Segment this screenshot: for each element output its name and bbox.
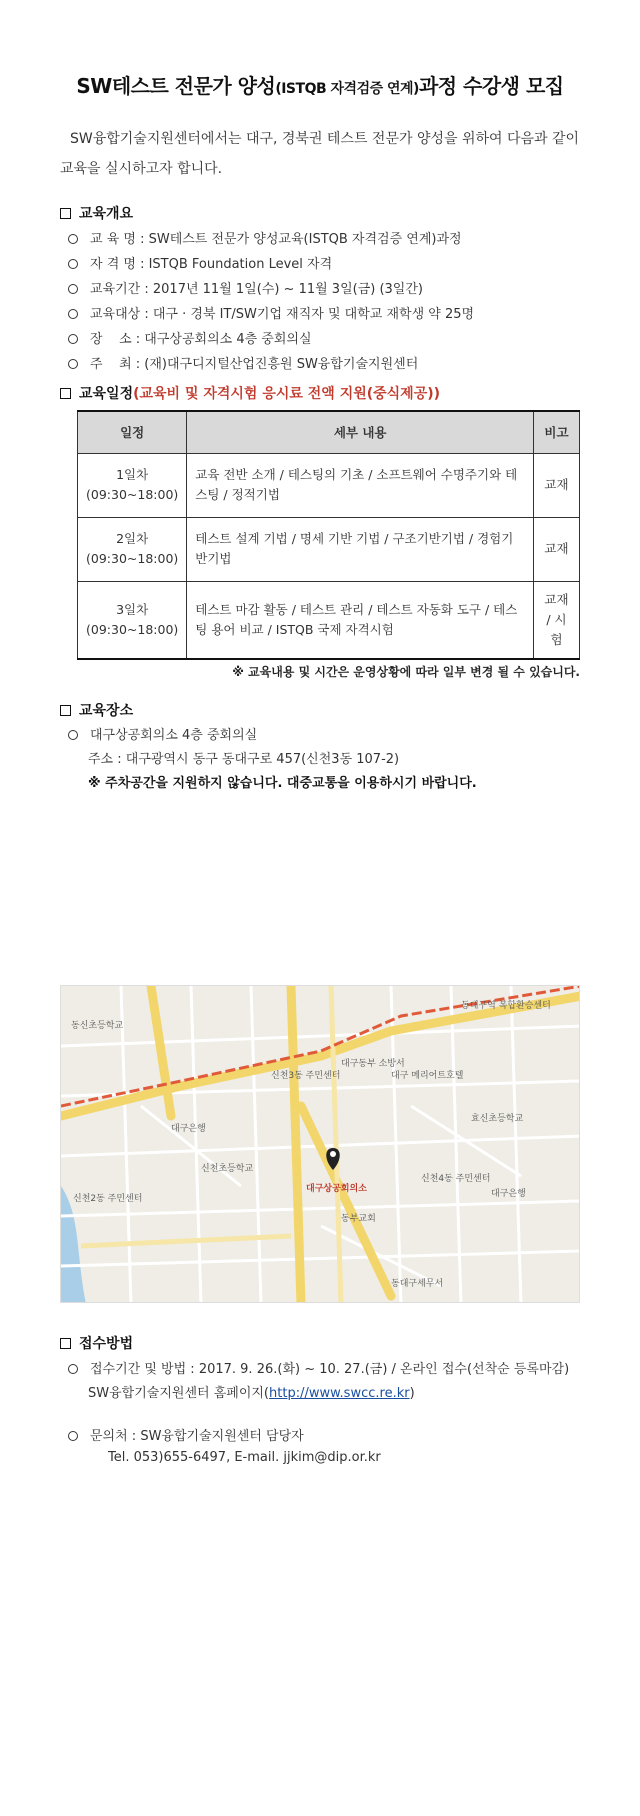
map-label: 대구상공회의소 <box>306 1184 367 1194</box>
map-label: 동대구역 복합환승센터 <box>461 1001 551 1011</box>
note-cell: 교재 / 시험 <box>534 581 580 659</box>
day-cell: 3일차 (09:30~18:00) <box>78 581 187 659</box>
circle-bullet-icon <box>68 284 78 294</box>
schedule-heading: 교육일정(교육비 및 자격시험 응시료 전액 지원(중식제공)) <box>60 383 440 403</box>
map-label: 대구 메리어트호텔 <box>391 1071 464 1081</box>
parking-note: ※ 주차공간을 지원하지 않습니다. 대중교통을 이용하시기 바랍니다. <box>88 776 477 791</box>
map-label: 신천2동 주민센터 <box>73 1194 143 1204</box>
table-row <box>78 453 580 517</box>
place-heading: 교육장소 <box>60 700 133 720</box>
table-row <box>78 581 580 659</box>
location-map[interactable] <box>60 985 580 1303</box>
overview-item: 자 격 명 : ISTQB Foundation Level 자격 <box>68 253 332 272</box>
contact-detail: Tel. 053)655-6497, E-mail. jjkim@dip.or.kr <box>108 1450 381 1465</box>
overview-item: 교 육 명 : SW테스트 전문가 양성교육(ISTQB 자격검증 연계)과정 <box>68 228 462 247</box>
homepage-link[interactable]: http://www.swcc.re.kr <box>269 1386 410 1401</box>
map-label: 동신초등학교 <box>71 1021 124 1031</box>
map-label: 효신초등학교 <box>471 1114 524 1124</box>
place-item: 대구상공회의소 4층 중회의실 <box>68 724 257 743</box>
schedule-footnote: ※ 교육내용 및 시간은 운영상황에 따라 일부 변경 될 수 있습니다. <box>232 665 580 679</box>
map-label: 신천3동 주민센터 <box>271 1071 341 1081</box>
circle-bullet-icon <box>68 334 78 344</box>
intro-text: SW융합기술지원센터에서는 대구, 경북권 테스트 전문가 양성을 위하여 다음과 같이 교육을 실시하고자 합니다. <box>60 131 580 177</box>
title-main: SW테스트 전문가 양성 <box>76 74 276 98</box>
day-cell: 2일차 (09:30~18:00) <box>78 517 187 581</box>
overview-item: 교육기간 : 2017년 11월 1일(수) ~ 11월 3일(금) (3일간) <box>68 278 423 297</box>
apply-item: 접수기간 및 방법 : 2017. 9. 26.(화) ~ 10. 27.(금) / 온라인 접수(선착순 등록마감) <box>68 1358 569 1377</box>
page-title <box>0 70 640 99</box>
checkbox-icon <box>60 705 71 716</box>
note-cell: 교재 <box>534 517 580 581</box>
table-row <box>78 517 580 581</box>
title-small: (ISTQB 자격검증 연계) <box>275 81 419 97</box>
column-header: 비고 <box>534 411 580 453</box>
map-label: 대구은행 <box>171 1124 206 1134</box>
circle-bullet-icon <box>68 1431 78 1441</box>
circle-bullet-icon <box>68 1364 78 1374</box>
checkbox-icon <box>60 388 71 399</box>
map-label: 대구은행 <box>491 1189 526 1199</box>
place-address: 주소 : 대구광역시 동구 동대구로 457(신천3동 107-2) <box>88 752 400 767</box>
overview-item: 주 최 : (재)대구디지털산업진흥원 SW융합기술지원센터 <box>68 353 418 372</box>
map-graphic <box>61 986 580 1303</box>
checkbox-icon <box>60 208 71 219</box>
content-cell: 테스트 설계 기법 / 명세 기반 기법 / 구조기반기법 / 경험기반기법 <box>187 517 534 581</box>
content-cell: 교육 전반 소개 / 테스팅의 기초 / 소프트웨어 수명주기와 테스팅 / 정적기법 <box>187 453 534 517</box>
apply-homepage: SW융합기술지원센터 홈페이지(http://www.swcc.re.kr) <box>88 1386 415 1401</box>
map-label: 신천초등학교 <box>201 1164 254 1174</box>
circle-bullet-icon <box>68 730 78 740</box>
checkbox-icon <box>60 1338 71 1349</box>
circle-bullet-icon <box>68 309 78 319</box>
circle-bullet-icon <box>68 259 78 269</box>
table-header-row <box>78 411 580 453</box>
apply-heading: 접수방법 <box>60 1333 133 1353</box>
map-label: 동부교회 <box>341 1214 376 1224</box>
overview-heading: 교육개요 <box>60 203 133 223</box>
day-cell: 1일차 (09:30~18:00) <box>78 453 187 517</box>
column-header: 세부 내용 <box>187 411 534 453</box>
map-label: 동대구세무서 <box>391 1279 444 1289</box>
schedule-table <box>77 410 580 660</box>
circle-bullet-icon <box>68 359 78 369</box>
map-label: 대구동부 소방서 <box>341 1059 405 1069</box>
overview-item: 교육대상 : 대구 · 경북 IT/SW기업 재직자 및 대학교 재학생 약 25명 <box>68 303 474 322</box>
circle-bullet-icon <box>68 234 78 244</box>
major-roads <box>61 986 580 1303</box>
note-cell: 교재 <box>534 453 580 517</box>
content-cell: 테스트 마감 활동 / 테스트 관리 / 테스트 자동화 도구 / 테스팅 용어 비교 / ISTQB 국제 자격시험 <box>187 581 534 659</box>
column-header: 일정 <box>78 411 187 453</box>
overview-item: 장 소 : 대구상공회의소 4층 중회의실 <box>68 328 312 347</box>
contact-item: 문의처 : SW융합기술지원센터 담당자 <box>68 1425 304 1444</box>
map-label: 신천4동 주민센터 <box>421 1174 491 1184</box>
title-end: 과정 수강생 모집 <box>418 74 564 98</box>
